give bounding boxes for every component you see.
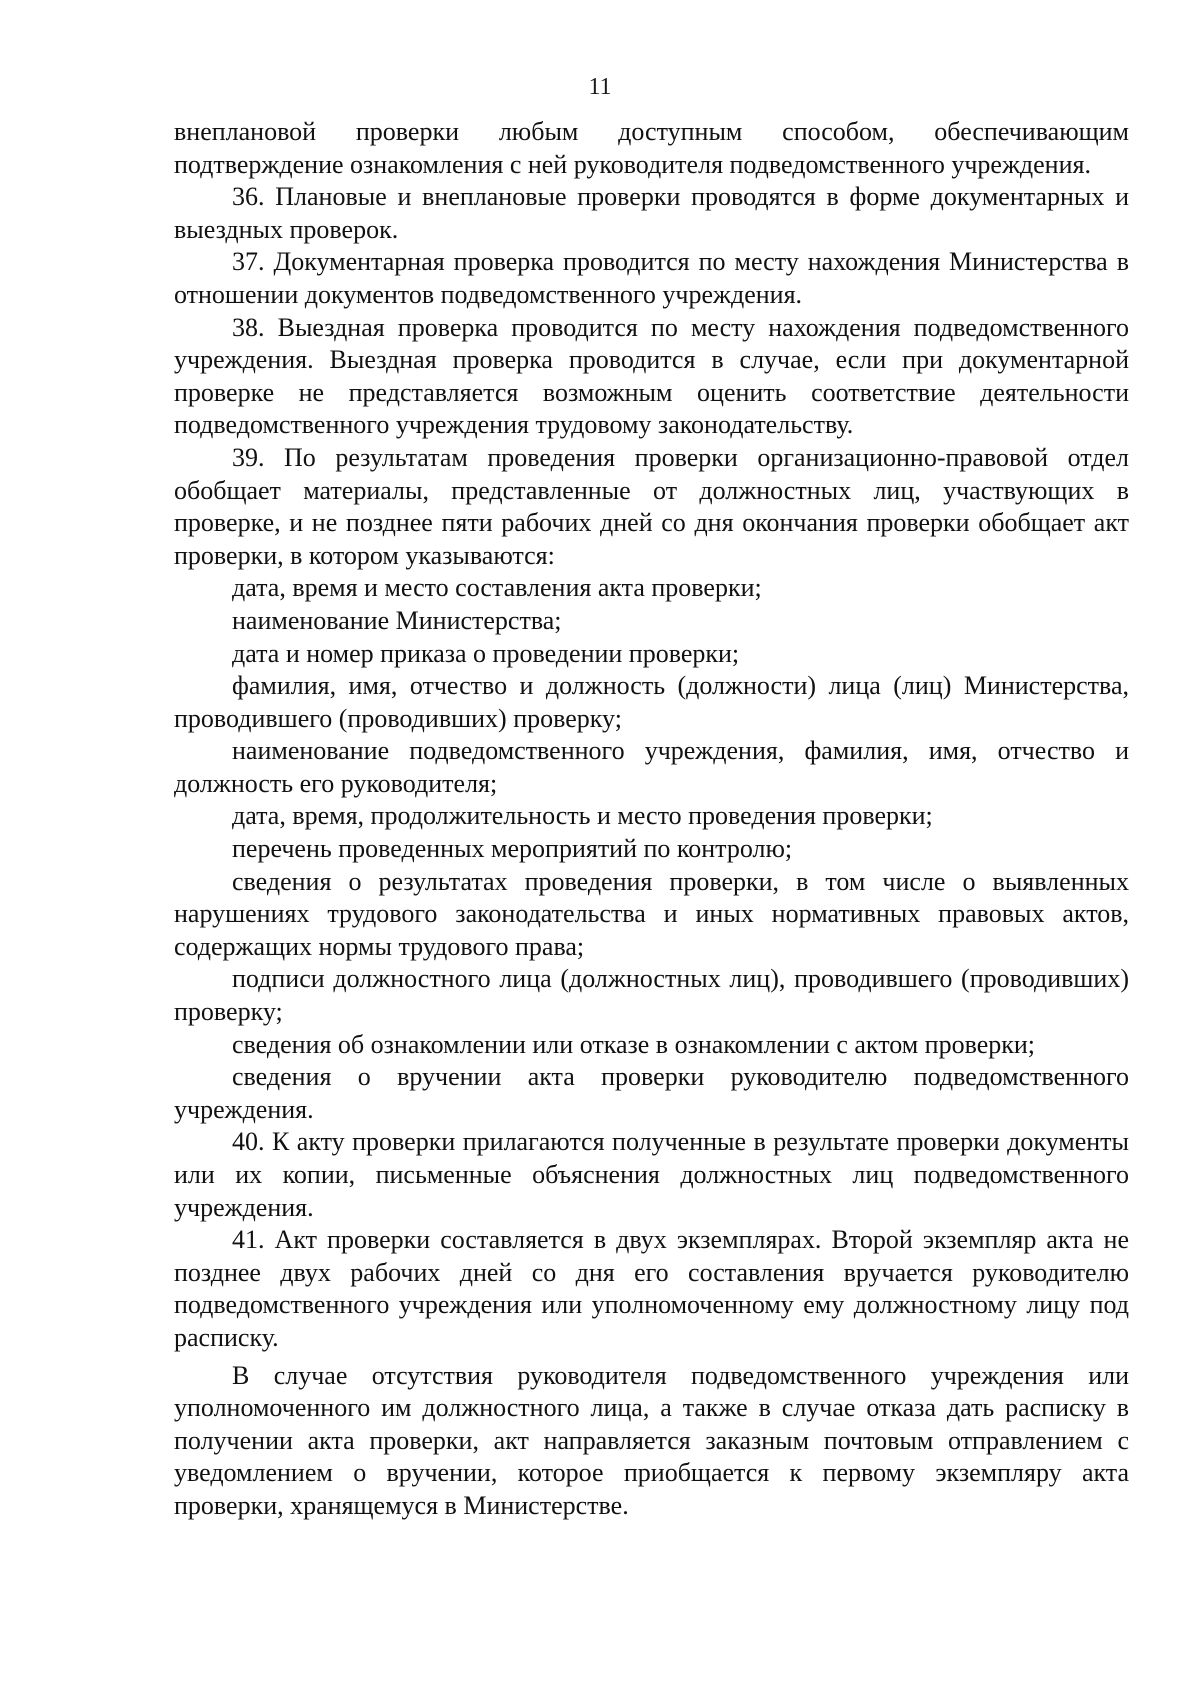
list-item-measures: перечень проведенных мероприятий по контролю; <box>232 834 793 864</box>
list-item-institution: наименование подведомственного учреждения, фамилия, имя, отчество и должность его руководителя; <box>174 736 1129 798</box>
list-item-acquaintance: сведения об ознакомлении или отказе в ознакомлении с актом проверки; <box>232 1029 1036 1059</box>
list-item-inspectors: фамилия, имя, отчество и должность (должности) лица (лиц) Министерства, проводившего (проводивших) проверку; <box>174 671 1129 733</box>
page-number: 11 <box>588 74 612 100</box>
paragraph-36: 36. Плановые и внеплановые проверки проводятся в форме документарных и выездных проверок. <box>174 182 1129 244</box>
list-item-order: дата и номер приказа о проведении проверки; <box>232 638 740 668</box>
list-item-results: сведения о результатах проведения проверки, в том числе о выявленных нарушениях трудового законодательства и иных нормативных правовых актов, содержащих нормы трудового права; <box>174 866 1129 961</box>
paragraph-39: 39. По результатам проведения проверки организационно-правовой отдел обобщает материалы, представленные от должностных лиц, участвующих в проверке, и не позднее пяти рабочих дней со дня окончания проверки обобщает акт проверки, в котором указываются: <box>174 442 1129 570</box>
list-item-act-date: дата, время и место составления акта проверки; <box>232 573 762 603</box>
paragraph-41: 41. Акт проверки составляется в двух экземплярах. Второй экземпляр акта не позднее двух рабочих дней со дня его составления вручается руководителю подведомственного учреждения или уполномоченному ему должностному лицу под расписку. <box>174 1225 1129 1352</box>
list-item-inspection-time: дата, время, продолжительность и место проведения проверки; <box>232 801 933 831</box>
list-item-ministry-name: наименование Министерства; <box>232 605 562 635</box>
paragraph-continuation: внеплановой проверки любым доступным способом, обеспечивающим подтверждение ознакомления с ней руководителя подведомственного учреждения. <box>174 117 1129 179</box>
paragraph-38: 38. Выездная проверка проводится по месту нахождения подведомственного учреждения. Выездная проверка проводится в случае, если при документарной проверке не представляется возможным оценить соответствие деятельности подведомственного учреждения трудовому законодательству. <box>174 312 1129 440</box>
list-item-delivery: сведения о вручении акта проверки руководителю подведомственного учреждения. <box>174 1062 1129 1124</box>
paragraph-37: 37. Документарная проверка проводится по месту нахождения Министерства в отношении документов подведомственного учреждения. <box>174 247 1129 309</box>
paragraph-40: 40. К акту проверки прилагаются полученные в результате проверки документы или их копии, письменные объяснения должностных лиц подведомственного учреждения. <box>174 1127 1129 1222</box>
paragraph-41-continuation: В случае отсутствия руководителя подведомственного учреждения или уполномоченного им должностного лица, а также в случае отказа дать расписку в получении акта проверки, акт направляется заказным почтовым отправлением с уведомлением о вручении, которое приобщается к первому экземпляру акта проверки, хранящемуся в Министерстве. <box>174 1360 1129 1520</box>
list-item-signatures: подписи должностного лица (должностных лиц), проводившего (проводивших) проверку; <box>174 964 1129 1027</box>
document-body <box>174 116 1129 1523</box>
